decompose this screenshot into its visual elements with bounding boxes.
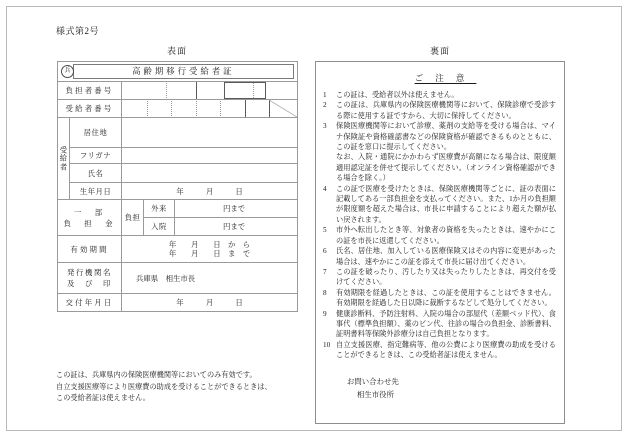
issue-date-value[interactable]: 年 月 日 [122, 294, 298, 312]
inpatient-amount[interactable]: 円まで [175, 218, 298, 236]
table-row-name [58, 164, 298, 183]
note-text: 自立支援医療、指定難病等、他の公費により医療費の助成を受けることができるときは、この受給者証は使えません。 [336, 340, 556, 360]
list-item [323, 100, 556, 121]
list-item [323, 288, 556, 309]
valid-period-value[interactable] [122, 236, 298, 263]
table-row-payer-number [58, 82, 298, 100]
issuer-label-line2: 及 び 印 [67, 279, 112, 288]
list-item [323, 184, 556, 226]
residence-label: 居住地 [70, 118, 122, 148]
front-footnote-3: この受給者証は使えません。 [56, 394, 150, 402]
note-text: 有効期限を経過したときは、この証を使用することはできません。有効期限を経過した日以降に裁断するなどして処分してください。 [336, 288, 556, 308]
table-row-copay-outpatient [58, 200, 298, 218]
list-item [323, 225, 556, 246]
notice-title: ご注意 [414, 73, 477, 83]
recipient-number-grid[interactable] [122, 100, 297, 117]
notice-box [315, 61, 565, 424]
payer-number-highlight-box [224, 82, 266, 99]
birthdate-value[interactable]: 年 月 日 [122, 183, 298, 200]
back-side-title: 裏面 [429, 46, 450, 56]
table-row-birthdate [58, 183, 298, 200]
table-row-issuer [58, 263, 298, 294]
front-footnotes [56, 370, 308, 405]
burden-label: 負担 [122, 200, 144, 236]
issuer-label [58, 263, 122, 294]
recipient-vertical-label-cell [58, 118, 70, 200]
recipient-vertical-label [58, 118, 69, 199]
note-text: この証は、兵庫県内の保険医療機関等において、保険診療で受診する際に使用する証ですから、大切に保持してください。 [336, 101, 556, 120]
note-number: 3 [323, 122, 327, 131]
valid-period-to: 年 月 日 ま で [168, 249, 251, 258]
birthdate-label: 生年月日 [70, 183, 122, 200]
issuer-label-line1: 発行機関名 [67, 268, 112, 277]
furigana-label: フリガナ [70, 148, 122, 164]
list-item [323, 267, 556, 288]
recipient-number-value [122, 100, 298, 118]
note-text: 健康診断料、予防注射料、入院の場合の部屋代（差額ベッド代）、食事代（標準負担額）、薬のビン代、往診の場合の負担金、診断書料、証明書料等保険外診療分は自己負担となります。 [336, 309, 556, 339]
note-number: 7 [323, 267, 327, 276]
note-number: 4 [323, 184, 327, 193]
notice-subnote: なお、入院・通院にかかわらず医療費が高額になる場合は、限度額適用認定証を併せて提示してください。（オンライン資格確認ができる場合を除く。） [336, 153, 556, 183]
note-text: この証を破ったり、汚したり又は失ったりしたときは、再交付を受けてください。 [336, 267, 556, 287]
list-item [323, 121, 556, 152]
contact-value: 相生市役所 [357, 389, 394, 399]
note-number: 9 [323, 309, 327, 318]
certificate-table [57, 61, 298, 312]
emblem-cell [58, 62, 70, 82]
name-label: 氏名 [70, 164, 122, 183]
payer-number-label: 負担者番号 [58, 82, 122, 100]
note-text: 市外へ転出したとき等、対象者の資格を失ったときは、速やかにこの証を市長に返還してください。 [336, 226, 556, 245]
contact-label: お問い合わせ先 [347, 376, 399, 386]
note-number: 10 [323, 340, 331, 349]
note-text: 氏名、居住地、加入している医療保険又はその内容に変更があった場合は、速やかにこの証を添えて市長に届け出てください。 [336, 247, 556, 266]
list-item [323, 340, 556, 361]
valid-period-label: 有効期間 [58, 236, 122, 263]
front-panel [57, 44, 297, 312]
card-title-cell [70, 62, 298, 82]
form-number: 様式第2号 [56, 26, 100, 36]
note-number: 8 [323, 288, 327, 297]
residence-value[interactable] [122, 118, 298, 148]
outpatient-label: 外来 [144, 200, 175, 218]
front-footnote-2: 自立支援医療等により医療費の助成を受けることができるときは、 [56, 382, 272, 391]
table-row-valid-period [58, 236, 298, 263]
table-row-issue-date [58, 294, 298, 312]
note-text: 保険医療機関等において診療、薬剤の支給等を受ける場合は、マイナ保険証や資格確認書などの保険資格が確認できるものとともに、この証を窓口に提示してください。 [336, 122, 556, 152]
list-item [323, 246, 556, 267]
note-number: 5 [323, 226, 327, 235]
note-text: この証は、受給者以外は使えません。 [336, 91, 459, 99]
notice-list-continued [323, 184, 556, 361]
payer-number-grid[interactable] [122, 82, 297, 99]
note-number: 6 [323, 247, 327, 256]
outpatient-amount[interactable]: 円まで [175, 200, 298, 218]
copay-label-line2: 負 担 金 [63, 218, 116, 228]
payer-number-value [122, 82, 298, 100]
contact-block [323, 375, 556, 401]
seal-icon: 兵 [61, 65, 74, 78]
issuer-value[interactable]: 兵庫県 相生市長 [122, 263, 298, 294]
note-number: 1 [323, 91, 327, 99]
recipient-vertical-2: 給 [59, 154, 68, 163]
table-row-residence [58, 118, 298, 148]
recipient-vertical-1: 受 [59, 145, 68, 155]
inpatient-label: 入院 [144, 218, 175, 236]
note-text: この証で医療を受けたときは、保険医療機関等ごとに、証の表面に記載してある一部負担金を支払ってください。また、1か月の負担額が限度額を超えた場合は、市長に申請することにより超えた額が払い戻されます。 [336, 184, 556, 224]
diagonal-strike-icon [269, 100, 297, 117]
note-number: 2 [323, 101, 327, 110]
front-side-title: 表面 [166, 46, 187, 56]
list-item [323, 90, 556, 100]
table-row-furigana [58, 148, 298, 164]
issue-date-label: 交付年月日 [58, 294, 122, 312]
table-row-recipient-number [58, 100, 298, 118]
front-footnote-1: この証は、兵庫県内の保険医療機関等においてのみ有効です。 [56, 371, 257, 379]
recipient-number-label: 受給者番号 [58, 100, 122, 118]
valid-period-from: 年 月 日 か ら [168, 239, 251, 249]
list-item [323, 309, 556, 340]
recipient-vertical-3: 者 [59, 162, 68, 172]
notice-list [323, 90, 556, 152]
name-value[interactable] [122, 164, 298, 183]
copay-label [58, 200, 122, 236]
table-row-title [58, 62, 298, 82]
back-panel [315, 44, 565, 424]
card-title: 高齢期移行受給者証 [73, 64, 295, 79]
furigana-value[interactable] [122, 148, 298, 164]
copay-label-line1: 一 部 [73, 207, 106, 217]
